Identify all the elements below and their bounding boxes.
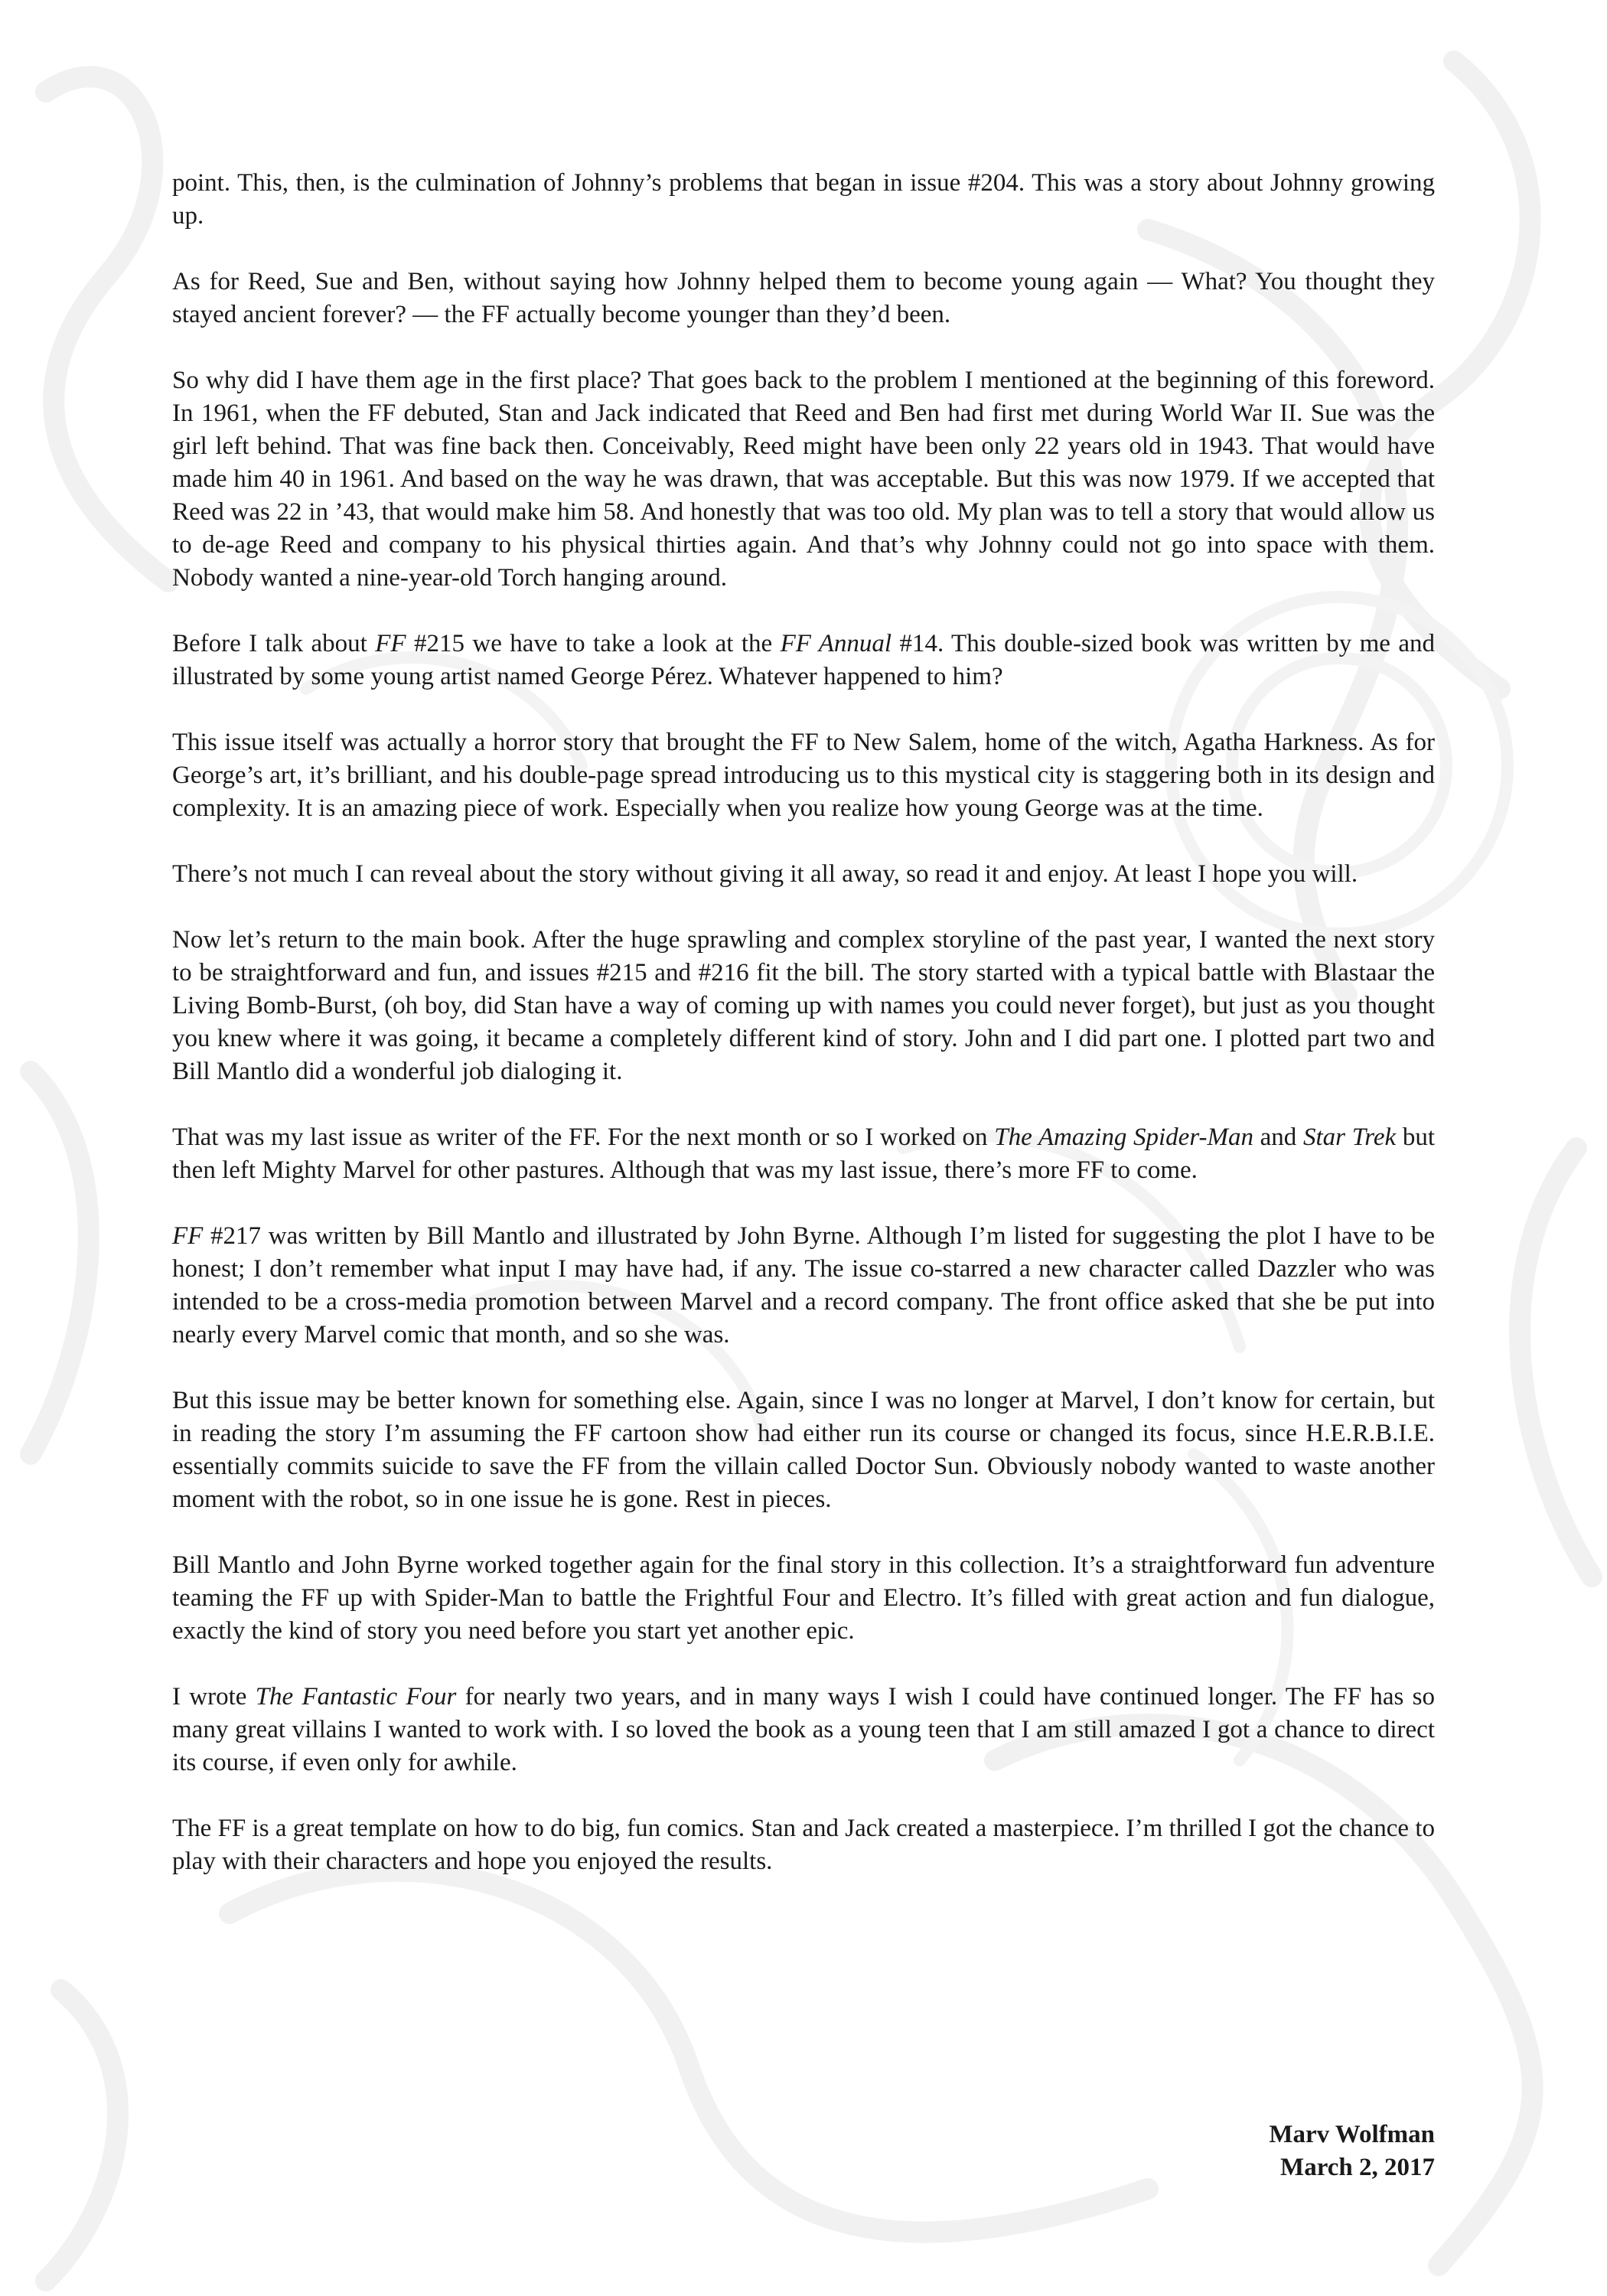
body-text: for nearly two years, and in many ways I wish I could have continued longer. The FF has so many great villains I wanted to work with. I so loved the book as a young teen that I am still amazed I got a chance to direct its course, if even only for awhile. (172, 1683, 1435, 1776)
italic-title-text: The Fantastic Four (255, 1683, 457, 1711)
signature-block (1269, 2118, 1435, 2184)
body-text: Now let’s return to the main book. After the huge sprawling and complex storyline of the past year, I wanted the next story to be straightforward and fun, and issues #215 and #216 fit the bill. The story started with a typical battle with Blastaar the Living Bomb-Burst, (oh boy, did Stan have a way of coming up with names you could never forget), but just as you thought you knew where it was going, it became a completely different kind of story. John and I did part one. I plotted part two and Bill Mantlo did a wonderful job dialoging it. (172, 926, 1435, 1085)
italic-title-text: FF Annual (780, 630, 892, 657)
body-text: and (1253, 1124, 1303, 1151)
body-text: but then left Mighty Marvel for other pastures. Although that was my last issue, there’s more FF to come. (172, 1124, 1435, 1184)
paragraph-p10 (172, 1384, 1435, 1516)
italic-title-text: FF (375, 630, 406, 657)
foreword-body (172, 167, 1435, 1911)
paragraph-p4 (172, 628, 1435, 693)
body-text: That was my last issue as writer of the FF. For the next month or so I worked on (172, 1124, 995, 1151)
body-text: #215 we have to take a look at the (406, 630, 781, 657)
body-text: There’s not much I can reveal about the story without giving it all away, so read it and enjoy. At least I hope you will. (172, 860, 1358, 888)
paragraph-p2 (172, 266, 1435, 331)
signature-date: March 2, 2017 (1280, 2154, 1435, 2181)
body-text: This issue itself was actually a horror story that brought the FF to New Salem, home of the witch, Agatha Harkness. As for George’s art, it’s brilliant, and his double-page spread introducing us to this mystical city is staggering both in its design and complexity. It is an amazing piece of work. Especially when you realize how young George was at the time. (172, 729, 1435, 822)
paragraph-p3 (172, 364, 1435, 595)
italic-title-text: FF (172, 1222, 204, 1250)
body-text: I wrote (172, 1683, 256, 1711)
body-text: #14. This double-sized book was written by me and illustrated by some young artist named George Pérez. Whatever happened to him? (172, 630, 1435, 690)
signature-author: Marv Wolfman (1269, 2121, 1435, 2148)
paragraph-p9 (172, 1220, 1435, 1352)
italic-title-text: Star Trek (1303, 1124, 1397, 1151)
body-text: Before I talk about (172, 630, 376, 657)
body-text: But this issue may be better known for something else. Again, since I was no longer at Marvel, I don’t know for certain, but in reading the story I’m assuming the FF cartoon show had either run its course or changed its focus, since H.E.R.B.I.E. essentially commits suicide to save the FF from the villain called Doctor Sun. Obviously nobody wanted to waste another moment with the robot, so in one issue he is gone. Rest in pieces. (172, 1387, 1435, 1513)
body-text: So why did I have them age in the first place? That goes back to the problem I mentioned at the beginning of this foreword. In 1961, when the FF debuted, Stan and Jack indicated that Reed and Ben had first met during World War II. Sue was the girl left behind. That was fine back then. Conceivably, Reed might have been only 22 years old in 1943. That would have made him 40 in 1961. And based on the way he was drawn, that was acceptable. But this was now 1979. If we accepted that Reed was 22 in ’43, that would make him 58. And honestly that was too old. My plan was to tell a story that would allow us to de-age Reed and company to his physical thirties again. And that’s why Johnny could not go into space with them. Nobody wanted a nine-year-old Torch hanging around. (172, 367, 1435, 592)
paragraph-p1 (172, 167, 1435, 233)
body-text: The FF is a great template on how to do big, fun comics. Stan and Jack created a masterpiece. I’m thrilled I got the chance to play with their characters and hope you enjoyed the results. (172, 1815, 1435, 1875)
body-text: As for Reed, Sue and Ben, without saying how Johnny helped them to become young again — What? You thought they stayed ancient forever? — the FF actually become younger than they’d been. (172, 268, 1435, 328)
paragraph-p8 (172, 1121, 1435, 1187)
paragraph-p5 (172, 726, 1435, 825)
body-text: point. This, then, is the culmination of Johnny’s problems that began in issue #204. This was a story about Johnny growing up. (172, 169, 1435, 230)
paragraph-p13 (172, 1812, 1435, 1878)
paragraph-p6 (172, 858, 1435, 891)
italic-title-text: The Amazing Spider-Man (994, 1124, 1253, 1151)
body-text: #217 was written by Bill Mantlo and illustrated by John Byrne. Although I’m listed for suggesting the plot I have to be honest; I don’t remember what input I may have had, if any. The issue co-starred a new character called Dazzler who was intended to be a cross-media promotion between Marvel and a record company. The front office asked that she be put into nearly every Marvel comic that month, and so she was. (172, 1222, 1435, 1349)
paragraph-p12 (172, 1681, 1435, 1779)
body-text: Bill Mantlo and John Byrne worked together again for the final story in this collection. It’s a straightforward fun adventure teaming the FF up with Spider-Man to battle the Frightful Four and Electro. It’s filled with great action and fun dialogue, exactly the kind of story you need before you start yet another epic. (172, 1551, 1435, 1645)
paragraph-p11 (172, 1549, 1435, 1648)
paragraph-p7 (172, 924, 1435, 1088)
